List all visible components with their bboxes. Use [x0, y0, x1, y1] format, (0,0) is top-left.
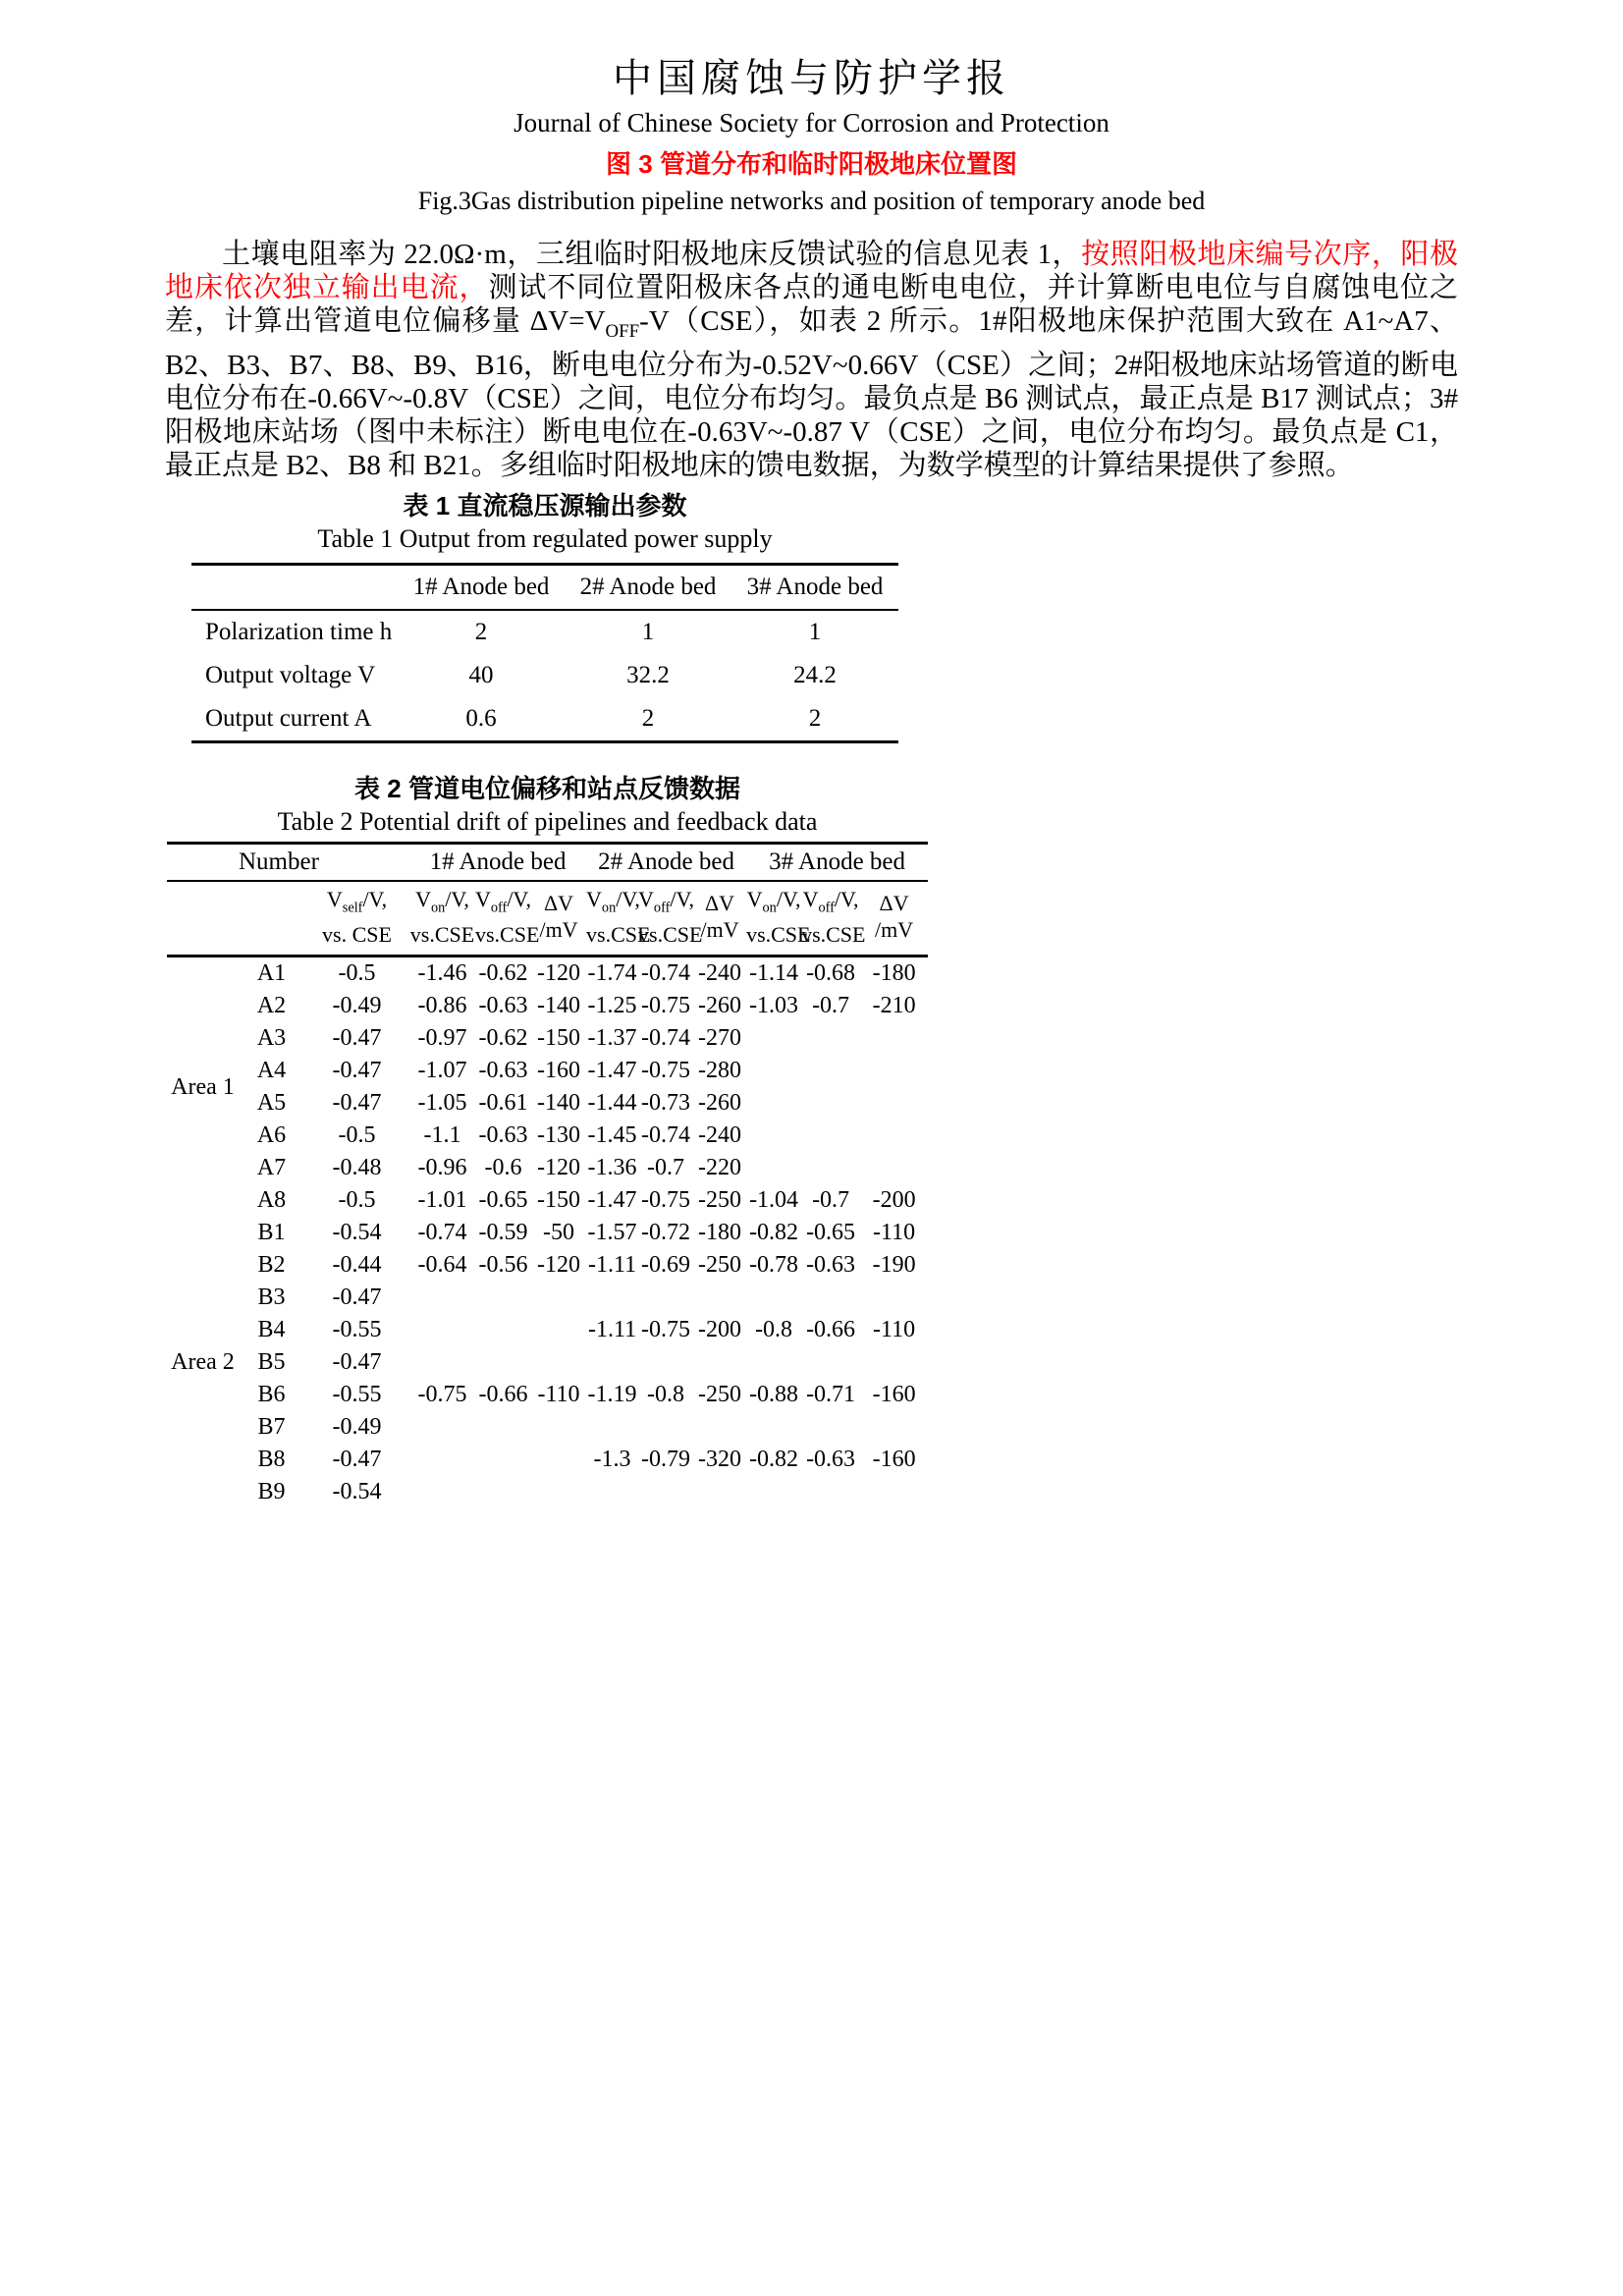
table2-value-cell: -140 [537, 993, 581, 1019]
table2-subheader-cell [638, 881, 703, 957]
table2-value-cell: -0.88 [749, 1382, 799, 1408]
table2-value-cell: -1.05 [417, 1090, 467, 1117]
table2-value-cell: -1.47 [587, 1187, 637, 1214]
table2-value-cell: -0.63 [806, 1447, 856, 1473]
table2-value-cell: -240 [698, 1122, 742, 1149]
table1-row-label: Polarization time h [205, 618, 393, 645]
subheader-subscript: off [490, 900, 508, 916]
table2-value-cell: -0.86 [417, 993, 467, 1019]
table2-value-cell: -0.75 [641, 1187, 691, 1214]
table2-value-cell: -210 [872, 993, 916, 1019]
subheader-subscript: off [818, 900, 835, 916]
table2-value-cell: -0.59 [478, 1220, 528, 1246]
table2-value-cell [409, 1411, 475, 1444]
table2-value-cell [531, 1476, 586, 1508]
table2-value-cell: -0.63 [478, 1058, 528, 1084]
table2-vself-col-header [304, 843, 409, 881]
subheader-line1: $V_{off}/V$, [475, 886, 531, 916]
table2-value-cell: -0.74 [641, 1122, 691, 1149]
table2-value-cell: -0.62 [478, 1025, 528, 1052]
subheader-subscript: self [342, 900, 363, 916]
table2-value-cell [860, 1120, 928, 1152]
table2-value-cell: -0.74 [641, 1025, 691, 1052]
table2-subheader-empty-number [239, 881, 304, 957]
table2-value-cell [693, 1282, 746, 1314]
table2-value-cell [801, 1022, 860, 1055]
table2-value-cell: -250 [698, 1252, 742, 1279]
table1-col-header-anode1: 1# Anode bed [398, 564, 565, 610]
table2-value-cell [586, 1476, 638, 1508]
table2-value-cell: -160 [872, 1382, 916, 1408]
subheader-subscript: off [653, 900, 671, 916]
table2-subheader-cell [475, 881, 540, 957]
point-number: B2 [257, 1252, 286, 1279]
table2-number-col-header: Number [239, 843, 304, 881]
table2-value-cell: -50 [543, 1220, 575, 1246]
table2-value-cell [693, 1346, 746, 1379]
subheader-line1: ΔV [705, 891, 735, 916]
table2-value-cell: -1.47 [587, 1058, 637, 1084]
table2-row [167, 1379, 928, 1411]
table2-value-cell [801, 1282, 860, 1314]
table2-value-cell [746, 1476, 801, 1508]
point-number: A5 [256, 1090, 287, 1117]
body-paragraph [165, 238, 1458, 482]
table2-value-cell: -0.64 [417, 1252, 467, 1279]
table1-col-header-anode3: 3# Anode bed [731, 564, 898, 610]
subheader-line2: vs.CSE [409, 922, 475, 948]
table2-value-cell: -1.57 [587, 1220, 637, 1246]
table2-subheader-empty-area [167, 881, 239, 957]
table1-value-cell: 2 [474, 618, 488, 645]
table2-value-cell [409, 1476, 475, 1508]
table2-value-cell: -0.5 [338, 1122, 376, 1149]
table2-group-header-row [167, 843, 928, 881]
table2-subheader-cell [801, 881, 866, 957]
table2-value-cell: -0.47 [332, 1447, 382, 1473]
table2-value-cell: -0.63 [478, 1122, 528, 1149]
table2-value-cell [801, 1411, 860, 1444]
table2-value-cell: -1.36 [587, 1155, 637, 1181]
subheader-line2: vs.CSE [746, 922, 811, 948]
table2-value-cell [475, 1346, 531, 1379]
table2-subheader-cell [409, 881, 475, 957]
table2-value-cell [586, 1346, 638, 1379]
table2-value-cell: -260 [698, 993, 742, 1019]
table2-value-cell: -0.75 [641, 1317, 691, 1343]
table2-value-cell: -1.01 [417, 1187, 467, 1214]
table2-value-cell: -180 [698, 1220, 742, 1246]
table2-value-cell: -0.71 [806, 1382, 856, 1408]
table2-value-cell [409, 1282, 475, 1314]
table2-value-cell [746, 1120, 801, 1152]
figure-caption-zh: 图 3 管道分布和临时阳极地床位置图 [606, 149, 1017, 179]
table2-row [167, 1184, 928, 1217]
table2-value-cell: -0.47 [332, 1090, 382, 1117]
table2-value-cell: -0.69 [641, 1252, 691, 1279]
table1-value-cell: 2 [808, 704, 822, 732]
table2-value-cell: -180 [872, 960, 916, 987]
table2-subheader-cell [746, 881, 811, 957]
subheader-line1: ΔV [543, 891, 574, 916]
table2-value-cell: -160 [872, 1447, 916, 1473]
table2-value-cell [475, 1314, 531, 1346]
area-label: Area 2 [171, 1349, 235, 1376]
table2-value-cell: -0.68 [806, 960, 856, 987]
table2-row [167, 1314, 928, 1346]
table2-value-cell: -0.49 [332, 993, 382, 1019]
table2-row [167, 990, 928, 1022]
table2-value-cell: -1.07 [417, 1058, 467, 1084]
table2-value-cell: -150 [537, 1025, 581, 1052]
table1-header-row [191, 564, 898, 610]
table2-value-cell: -1.3 [593, 1447, 631, 1473]
table2-value-cell [409, 1444, 475, 1476]
table2-value-cell: -160 [537, 1058, 581, 1084]
table2-value-cell: -1.19 [587, 1382, 637, 1408]
point-number: B6 [257, 1382, 286, 1408]
table2-value-cell: -0.47 [332, 1025, 382, 1052]
table2-value-cell [860, 1346, 928, 1379]
table2-value-cell: -0.49 [332, 1414, 382, 1441]
journal-title-zh: 中国腐蚀与防护学报 [613, 56, 1010, 100]
table2-value-cell: -150 [537, 1187, 581, 1214]
table2-value-cell: -1.14 [749, 960, 799, 987]
table1-row-label: Output voltage V [205, 661, 376, 688]
subheader-line1: $V_{self}/V$, [326, 886, 388, 916]
table1-row [191, 654, 898, 697]
table1-value-cell: 32.2 [626, 661, 670, 688]
table2-value-cell: -0.72 [641, 1220, 691, 1246]
table2-subheader-cell [304, 881, 409, 957]
subheader-line1: $V_{on}/V$, [586, 886, 640, 916]
table2-group-header-anode3: 3# Anode bed [746, 843, 928, 881]
table2-value-cell [475, 1282, 531, 1314]
table2-value-cell: -1.11 [587, 1252, 637, 1279]
table2-value-cell [860, 1152, 928, 1184]
table1-row [191, 610, 898, 654]
table2-value-cell [746, 1346, 801, 1379]
table2-value-cell: -1.11 [587, 1317, 637, 1343]
table2-value-cell: -1.25 [587, 993, 637, 1019]
point-number: B4 [257, 1317, 286, 1343]
table2-value-cell: -0.47 [332, 1349, 382, 1376]
table2-row [167, 1022, 928, 1055]
table2-value-cell: -1.45 [587, 1122, 637, 1149]
table2-value-cell [801, 1346, 860, 1379]
point-number: A6 [256, 1122, 287, 1149]
figure-caption-en: Fig.3Gas distribution pipeline networks and position of temporary anode bed [417, 187, 1206, 215]
point-number: A8 [256, 1187, 287, 1214]
table2-value-cell: -120 [537, 1252, 581, 1279]
table2-value-cell [409, 1314, 475, 1346]
table1-col-header-anode2: 2# Anode bed [565, 564, 731, 610]
table2-row [167, 1411, 928, 1444]
subheader-line2: /mV [875, 917, 914, 943]
table2-value-cell [586, 1411, 638, 1444]
paragraph-segment: 土壤电阻率为 22.0Ω·m，三组临时阳极地床反馈试验的信息见表 1， [222, 239, 1082, 270]
table2-subheader-cell [586, 881, 651, 957]
subheader-line2: /mV [700, 917, 739, 943]
paragraph-highlight-segment: 按照阳极地床编号次序，阳极地床依次独立输出电流， [165, 239, 1458, 303]
table2 [167, 842, 928, 1508]
table2-value-cell [693, 1476, 746, 1508]
table2-value-cell: -250 [698, 1187, 742, 1214]
table2-value-cell: -0.56 [478, 1252, 528, 1279]
table2-caption-en: Table 2 Potential drift of pipelines and feedback data [277, 806, 818, 836]
table2-value-cell [531, 1411, 586, 1444]
table2-value-cell [475, 1411, 531, 1444]
table2-value-cell: -1.37 [587, 1025, 637, 1052]
table2-value-cell: -0.75 [641, 1058, 691, 1084]
table2-value-cell [475, 1444, 531, 1476]
paragraph-segment: OFF [605, 320, 640, 342]
table2-value-cell [860, 1411, 928, 1444]
table2-value-cell: -0.61 [478, 1090, 528, 1117]
table2-value-cell: -240 [698, 960, 742, 987]
point-number: A7 [256, 1155, 287, 1181]
table2-value-cell [860, 1022, 928, 1055]
table2-value-cell: -0.8 [647, 1382, 685, 1408]
subheader-line1: $V_{off}/V$, [638, 886, 695, 916]
table2-value-cell [531, 1314, 586, 1346]
table2-row [167, 1476, 928, 1508]
table1-value-cell: 0.6 [465, 704, 497, 732]
table2-value-cell: -0.55 [332, 1317, 382, 1343]
subheader-line2: /mV [539, 917, 578, 943]
table2-value-cell [746, 1087, 801, 1120]
table2-value-cell: -0.7 [812, 993, 850, 1019]
subheader-line2: vs.CSE [638, 922, 703, 948]
point-number: B5 [257, 1349, 286, 1376]
table2-value-cell [801, 1152, 860, 1184]
table2-value-cell [693, 1411, 746, 1444]
table1-row-label: Output current A [205, 704, 372, 732]
table2-value-cell [860, 1087, 928, 1120]
subheader-subscript: on [762, 900, 777, 916]
table2-value-cell: -0.97 [417, 1025, 467, 1052]
table2-value-cell [746, 1411, 801, 1444]
paragraph-segment: 测试不同位置阳极床各点的通电断电电位，并计算断电电位与自腐蚀电位之差，计算出管道电位偏移量 ΔV=V [165, 272, 1458, 337]
subheader-line2: vs.CSE [801, 922, 866, 948]
table2-value-cell: -0.62 [478, 960, 528, 987]
table1-value-cell: 40 [468, 661, 494, 688]
table2-value-cell [746, 1152, 801, 1184]
table2-value-cell: -1.74 [587, 960, 637, 987]
table2-value-cell [860, 1476, 928, 1508]
table1-value-cell: 24.2 [793, 661, 837, 688]
table2-value-cell [801, 1055, 860, 1087]
table2-value-cell: -110 [873, 1220, 916, 1246]
table2-value-cell: -0.82 [749, 1447, 799, 1473]
table2-subheader-cell [531, 881, 586, 957]
table2-value-cell: -120 [537, 960, 581, 987]
table2-row [167, 1087, 928, 1120]
table2-value-cell: -280 [698, 1058, 742, 1084]
point-number: A3 [256, 1025, 287, 1052]
table2-value-cell: -120 [537, 1155, 581, 1181]
table2-value-cell: -1.1 [423, 1122, 461, 1149]
table2-value-cell: -110 [537, 1382, 580, 1408]
table2-value-cell: -0.66 [478, 1382, 528, 1408]
point-number: B9 [257, 1479, 286, 1505]
table1-value-cell: 1 [808, 618, 822, 645]
table2-value-cell: -0.54 [332, 1220, 382, 1246]
table2-value-cell: -0.5 [338, 960, 376, 987]
table2-value-cell: -1.03 [749, 993, 799, 1019]
table2-row [167, 1346, 928, 1379]
table2-value-cell: -0.96 [417, 1155, 467, 1181]
table2-group-header-anode1: 1# Anode bed [409, 843, 586, 881]
table2-value-cell: -140 [537, 1090, 581, 1117]
table2-value-cell: -0.79 [641, 1447, 691, 1473]
table2-value-cell: -260 [698, 1090, 742, 1117]
table2-value-cell [409, 1346, 475, 1379]
table2-value-cell: -200 [698, 1317, 742, 1343]
table2-value-cell [531, 1282, 586, 1314]
table2-value-cell: -1.04 [749, 1187, 799, 1214]
table2-value-cell: -110 [873, 1317, 916, 1343]
table2-caption-zh: 表 2 管道电位偏移和站点反馈数据 [354, 773, 740, 803]
subheader-subscript: on [430, 900, 446, 916]
table2-value-cell: -190 [872, 1252, 916, 1279]
table1-caption-zh: 表 1 直流稳压源输出参数 [403, 490, 687, 520]
point-number: B1 [257, 1220, 286, 1246]
table2-value-cell [638, 1411, 693, 1444]
table2-value-cell: -0.54 [332, 1479, 382, 1505]
table2-value-cell [638, 1476, 693, 1508]
table2-value-cell: -0.66 [806, 1317, 856, 1343]
subheader-subscript: on [601, 900, 617, 916]
table2-row [167, 1152, 928, 1184]
table1-caption-en: Table 1 Output from regulated power supply [317, 523, 773, 553]
subheader-line2: vs.CSE [586, 922, 651, 948]
point-number: A1 [256, 960, 287, 987]
table2-value-cell: -0.6 [484, 1155, 522, 1181]
table2-area-col-header [167, 843, 239, 881]
subheader-line1: ΔV [879, 891, 909, 916]
subheader-line2: vs. CSE [322, 922, 392, 948]
table2-value-cell [638, 1346, 693, 1379]
table2-value-cell [860, 1055, 928, 1087]
subheader-line1: $V_{off}/V$, [802, 886, 859, 916]
table2-value-cell: -0.73 [641, 1090, 691, 1117]
table2-value-cell [531, 1346, 586, 1379]
table2-row [167, 1055, 928, 1087]
table2-subheader-cell [860, 881, 928, 957]
table2-value-cell [746, 1022, 801, 1055]
table2-value-cell: -1.44 [587, 1090, 637, 1117]
table1-value-cell: 2 [641, 704, 655, 732]
table2-value-cell: -0.7 [647, 1155, 685, 1181]
subheader-line2: vs.CSE [475, 922, 540, 948]
table2-value-cell: -0.7 [812, 1187, 850, 1214]
table2-row [167, 957, 928, 991]
table2-value-cell: -1.46 [417, 960, 467, 987]
table2-row [167, 1249, 928, 1282]
table2-value-cell: -220 [698, 1155, 742, 1181]
table2-value-cell: -0.44 [332, 1252, 382, 1279]
table2-value-cell: -0.48 [332, 1155, 382, 1181]
table2-value-cell [531, 1444, 586, 1476]
table1-value-cell: 1 [641, 618, 655, 645]
table2-value-cell: -320 [698, 1447, 742, 1473]
table2-value-cell: -0.65 [478, 1187, 528, 1214]
area-label: Area 1 [171, 1073, 235, 1100]
table2-value-cell: -0.8 [755, 1317, 793, 1343]
subheader-line1: $V_{on}/V$, [746, 886, 801, 916]
table2-value-cell: -270 [698, 1025, 742, 1052]
table2-value-cell [860, 1282, 928, 1314]
subheader-line1: $V_{on}/V$, [415, 886, 469, 916]
table2-value-cell: -0.74 [417, 1220, 467, 1246]
table2-value-cell: -0.78 [749, 1252, 799, 1279]
table2-value-cell: -0.5 [338, 1187, 376, 1214]
table2-value-cell: -130 [537, 1122, 581, 1149]
table2-value-cell: -250 [698, 1382, 742, 1408]
table1 [191, 563, 898, 743]
table2-value-cell [801, 1476, 860, 1508]
table2-value-cell: -0.55 [332, 1382, 382, 1408]
table2-row [167, 1444, 928, 1476]
table2-value-cell: -0.63 [806, 1252, 856, 1279]
table2-value-cell [746, 1282, 801, 1314]
table2-row [167, 1120, 928, 1152]
point-number: A4 [256, 1058, 287, 1084]
table2-value-cell: -0.82 [749, 1220, 799, 1246]
table2-value-cell: -0.75 [417, 1382, 467, 1408]
table2-group-header-anode2: 2# Anode bed [586, 843, 746, 881]
table2-value-cell [801, 1120, 860, 1152]
table2-value-cell [638, 1282, 693, 1314]
point-number: B3 [257, 1285, 286, 1311]
table2-value-cell: -0.47 [332, 1285, 382, 1311]
point-number: A2 [256, 993, 287, 1019]
table2-value-cell: -0.63 [478, 993, 528, 1019]
table2-value-cell: -0.47 [332, 1058, 382, 1084]
table2-subheader-row [167, 881, 928, 957]
table2-value-cell [801, 1087, 860, 1120]
journal-title-en: Journal of Chinese Society for Corrosion and Protection [514, 108, 1109, 137]
point-number: B7 [257, 1414, 286, 1441]
table1-corner-cell [191, 564, 398, 610]
point-number: B8 [257, 1447, 286, 1473]
table2-value-cell [746, 1055, 801, 1087]
table1-row [191, 697, 898, 742]
table2-value-cell: -0.65 [806, 1220, 856, 1246]
table2-value-cell: -0.75 [641, 993, 691, 1019]
table2-value-cell: -0.74 [641, 960, 691, 987]
table2-row [167, 1217, 928, 1249]
table2-value-cell: -200 [872, 1187, 916, 1214]
paragraph-segment: -V（CSE），如表 2 所示。1#阳极地床保护范围大致在 A1~A7、B2、B3、B7、B8、B9、B16，断电电位分布为-0.52V~0.66V（CSE）之间；2#阳极地床站场管道的断电电位分布在-0.66V~-0.8V（CSE）之间，电位分布均匀。最负点是 B6 测试点，最正点是 B17 测试点；3#阳极地床站场（图中未标注）断电电位在-0.63V~-0.87 V（CSE）之间，电位分布均匀。最负点是 C1，最正点是 B2、B8 和 B21。多组临时阳极地床的馈电数据，为数学模型的计算结果提供了参照。 [165, 305, 1458, 481]
table2-value-cell [586, 1282, 638, 1314]
table2-value-cell [475, 1476, 531, 1508]
table2-row [167, 1282, 928, 1314]
